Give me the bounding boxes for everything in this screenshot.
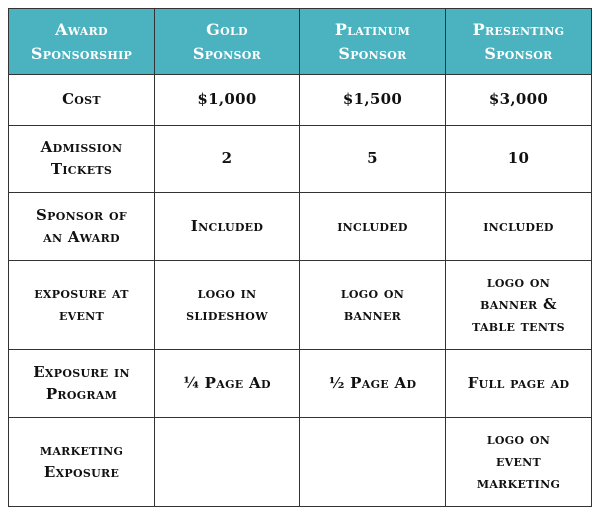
table-row-admission-tickets (9, 126, 592, 193)
row-label-line: Sponsor of (35, 205, 128, 224)
cell-line: 2 (221, 149, 233, 168)
row-label-line: Program (45, 384, 118, 403)
cell-line: $1,000 (197, 90, 257, 109)
row-label-line: Tickets (50, 160, 113, 178)
header-presenting-line-1: Presenting (472, 20, 565, 40)
cell-line: table tents (472, 316, 565, 335)
cost-presenting (446, 75, 592, 126)
sponsorship-table (8, 8, 592, 507)
exposure-event-platinum (300, 261, 446, 350)
marketing-platinum (300, 418, 446, 507)
cell-line: Full page ad (467, 373, 570, 392)
table-row-exposure-at-event (9, 261, 592, 350)
program-platinum (300, 350, 446, 418)
cell-line: logo in (197, 284, 257, 303)
header-platinum-line-1: Platinum (334, 20, 411, 40)
cell-line: slideshow (186, 306, 268, 324)
table-row-sponsor-of-award (9, 193, 592, 261)
cell-line: included (337, 216, 408, 235)
header-gold-line-2: Sponsor (192, 43, 262, 63)
tickets-platinum (300, 126, 446, 193)
cell-line: included (483, 216, 554, 235)
row-label-exposure-at-event (9, 261, 155, 350)
row-label-exposure-in-program (9, 350, 155, 418)
table-row-marketing-exposure (9, 418, 592, 507)
cell-line: $1,500 (342, 90, 403, 109)
exposure-event-gold (155, 261, 300, 350)
cell-line: 10 (507, 149, 530, 168)
cell-line: 5 (367, 149, 378, 168)
header-corner-line-1: Award (55, 20, 108, 40)
header-presenting-line-2: Sponsor (484, 43, 553, 63)
row-label-line: Exposure (43, 463, 120, 481)
exposure-event-presenting (446, 261, 592, 350)
header-platinum-line-2: Sponsor (338, 43, 407, 63)
row-label-marketing-exposure (9, 418, 155, 507)
cost-platinum (300, 75, 446, 126)
row-label-line: marketing (39, 441, 124, 460)
header-corner-line-2: Sponsorship (30, 43, 133, 63)
header-presenting-cell (446, 9, 592, 75)
row-label-admission-tickets (9, 126, 155, 193)
row-label-line: exposure at (34, 284, 129, 303)
row-label-line: Cost (62, 90, 101, 109)
cell-line: logo on (486, 430, 551, 449)
row-label-line: an Award (43, 227, 120, 246)
cell-line: event (495, 452, 542, 471)
cost-gold (155, 75, 300, 126)
table-body (9, 75, 592, 507)
cell-line: ½ Page Ad (328, 373, 417, 392)
header-corner-cell (9, 9, 155, 75)
program-presenting (446, 350, 592, 418)
sponsor-award-platinum (300, 193, 446, 261)
cell-line: $3,000 (488, 90, 549, 109)
program-gold (155, 350, 300, 418)
table-row-exposure-in-program (9, 350, 592, 418)
header-gold-cell (155, 9, 300, 75)
header-row (9, 9, 592, 75)
table-header (9, 9, 592, 75)
row-label-line: Admission (40, 138, 123, 157)
header-platinum-cell (300, 9, 446, 75)
tickets-presenting (446, 126, 592, 193)
cell-line: ¼ Page Ad (183, 373, 271, 392)
table-row-cost (9, 75, 592, 126)
cell-line: banner & (480, 295, 557, 314)
cell-line: banner (343, 306, 402, 324)
marketing-presenting (446, 418, 592, 507)
sponsor-award-presenting (446, 193, 592, 261)
row-label-sponsor-of-award (9, 193, 155, 261)
cell-line: marketing (476, 473, 561, 492)
marketing-gold (155, 418, 300, 507)
cell-line: logo on (486, 273, 551, 292)
sponsor-award-gold (155, 193, 300, 261)
row-label-line: event (58, 306, 105, 324)
tickets-gold (155, 126, 300, 193)
header-gold-line-1: Gold (206, 20, 248, 40)
cell-line: Included (190, 216, 264, 235)
cell-line: logo on (340, 284, 405, 303)
row-label-cost (9, 75, 155, 126)
row-label-line: Exposure in (33, 362, 130, 381)
